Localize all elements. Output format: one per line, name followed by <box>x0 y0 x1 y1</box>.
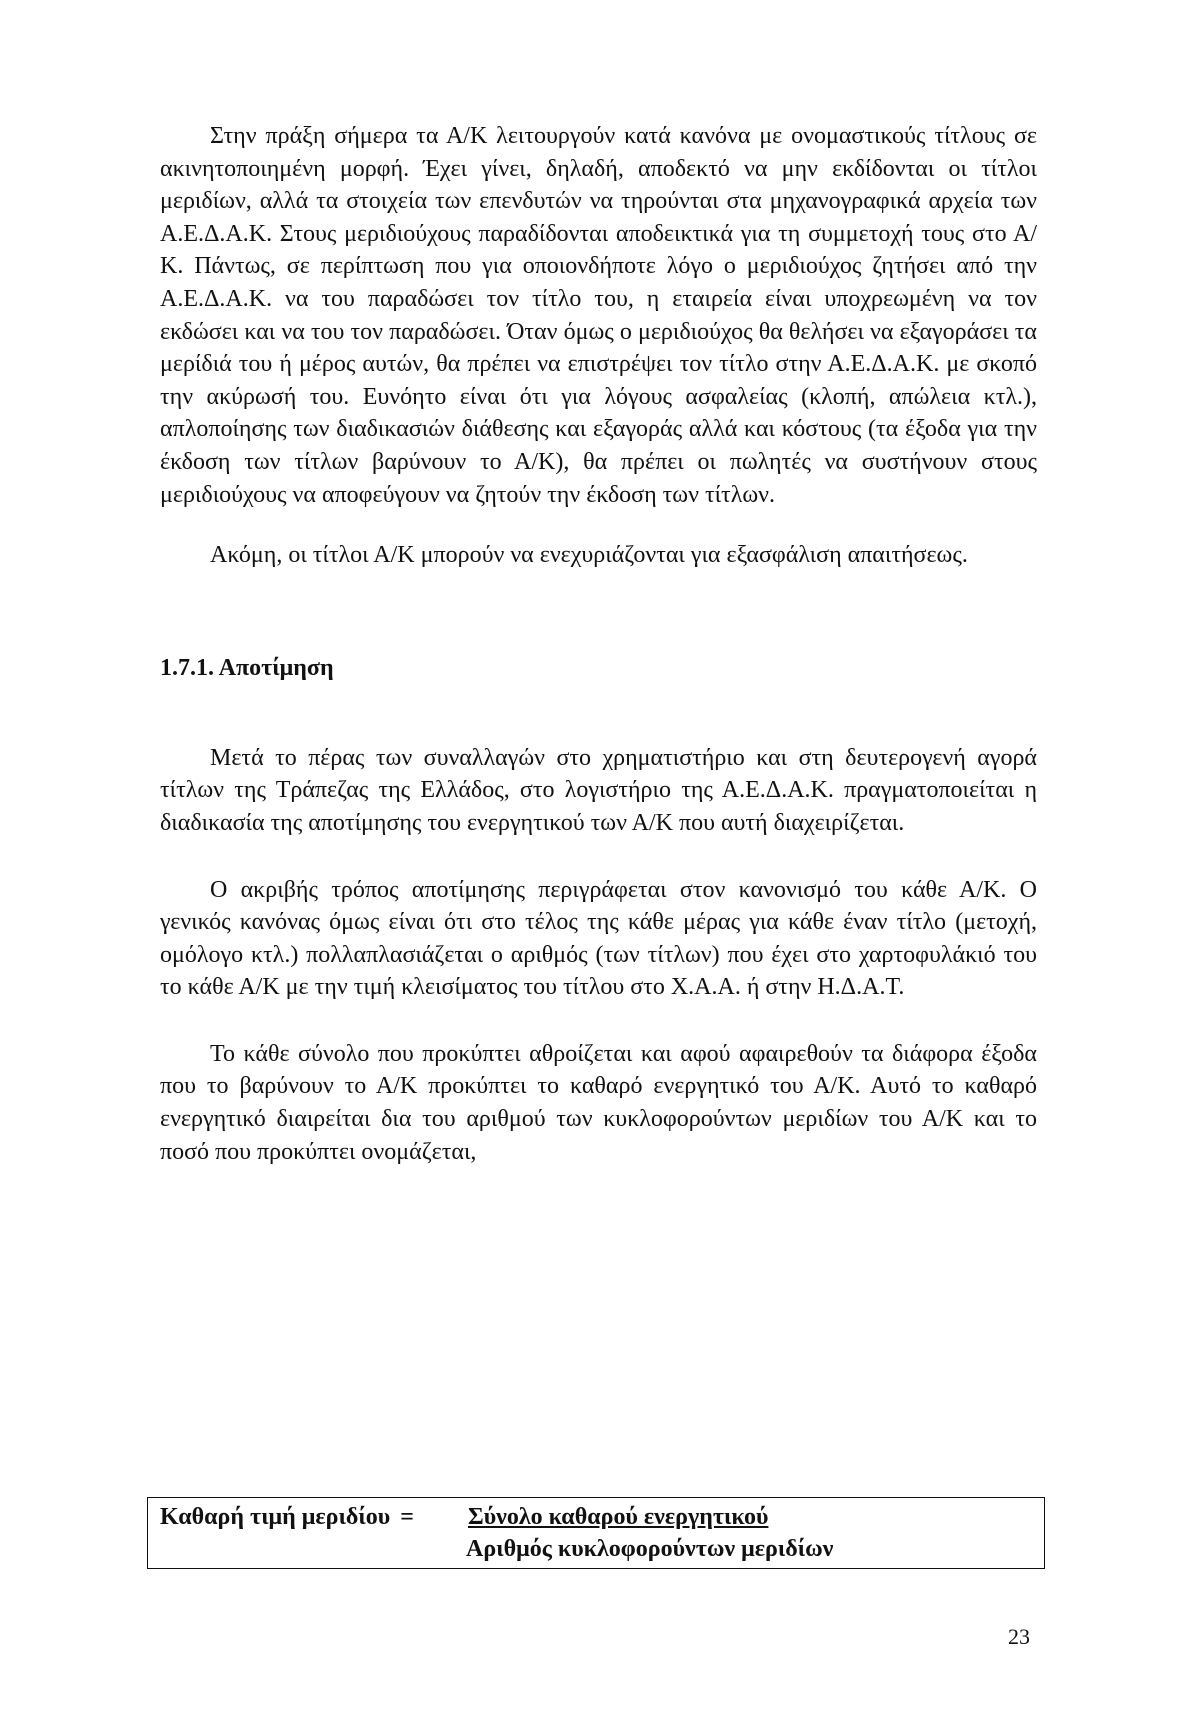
formula-denominator: Αριθμός κυκλοφορούντων μεριδίων <box>466 1536 834 1562</box>
formula-equals: = <box>400 1504 414 1530</box>
paragraph-pledge: Ακόμη, οι τίτλοι Α/Κ μπορούν να ενεχυριάζονται για εξασφάλιση απαιτήσεως. <box>210 542 968 569</box>
formula-numerator: Σύνολο καθαρού ενεργητικού <box>468 1504 769 1530</box>
paragraph-intro: Στην πράξη σήμερα τα Α/Κ λειτουργούν κατά κανόνα με ονομαστικούς τίτλους σε ακινητοποιημένη μορφή. Έχει γίνει, δηλαδή, αποδεκτό να μην εκδίδονται οι τίτλοι μεριδίων, αλλά τα στοιχεία των επενδυτών να τηρούνται στα μηχανογραφικά αρχεία των Α.Ε.Δ.Α.Κ. Στους μεριδιούχους παραδίδονται αποδεικτικά για τη συμμετοχή τους στο Α/Κ. Πάντως, σε περίπτωση που για οποιονδήποτε λόγο ο μεριδιούχος ζητήσει από την Α.Ε.Δ.Α.Κ. να του παραδώσει τον τίτλο του, η εταιρεία είναι υποχρεωμένη να τον εκδώσει και να του τον παραδώσει. Όταν όμως ο μεριδιούχος θα θελήσει να εξαγοράσει τα μερίδιά του ή μέρος αυτών, θα πρέπει να επιστρέψει τον τίτλο στην Α.Ε.Δ.Α.Κ. με σκοπό την ακύρωσή του. Ευνόητο είναι ότι για λόγους ασφαλείας (κλοπή, απώλεια κτλ.), απλοποίησης των διαδικασιών διάθεσης και εξαγοράς αλλά και κόστους (τα έξοδα για την έκδοση των τίτλων βαρύνουν το Α/Κ), θα πρέπει οι πωλητές να συστήνουν στους μεριδιούχους να αποφεύγουν να ζητούν την έκδοση των τίτλων. <box>160 123 1037 508</box>
paragraph-valuation: Μετά το πέρας των συναλλαγών στο χρηματιστήριο και στη δευτερογενή αγορά τίτλων της Τράπεζας της Ελλάδος, στο λογιστήριο της Α.Ε.Δ.Α.Κ. πραγματοποιείται η διαδικασία της αποτίμησης του ενεργητικού των Α/Κ που αυτή διαχειρίζεται. <box>160 744 1037 836</box>
paragraph-method: Ο ακριβής τρόπος αποτίμησης περιγράφεται στον κανονισμό του κάθε Α/Κ. Ο γενικός κανόνας όμως είναι ότι στο τέλος της κάθε μέρας για κάθε έναν τίτλο (μετοχή, ομόλογο κτλ.) πολλαπλασιάζεται ο αριθμός (των τίτλων) που έχει στο χαρτοφυλάκιό του το κάθε Α/Κ με την τιμή κλεισίματος του τίτλου στο Χ.Α.Α. ή στην Η.Δ.Α.Τ. <box>160 876 1037 1001</box>
page-number: 23 <box>1008 1624 1030 1649</box>
formula-box <box>147 1497 1045 1569</box>
section-heading: 1.7.1. Αποτίμηση <box>160 654 334 681</box>
paragraph-net-assets: Το κάθε σύνολο που προκύπτει αθροίζεται και αφού αφαιρεθούν τα διάφορα έξοδα που το βαρύνουν το Α/Κ προκύπτει το καθαρό ενεργητικό του Α/Κ. Αυτό το καθαρό ενεργητικό διαιρείται δια του αριθμού των κυκλοφορούντων μεριδίων του Α/Κ και το ποσό που προκύπτει ονομάζεται, <box>160 1040 1037 1165</box>
formula-label <box>160 1504 414 1531</box>
formula-label-text: Καθαρή τιμή μεριδίου <box>160 1504 391 1530</box>
page-body <box>160 120 1037 1168</box>
